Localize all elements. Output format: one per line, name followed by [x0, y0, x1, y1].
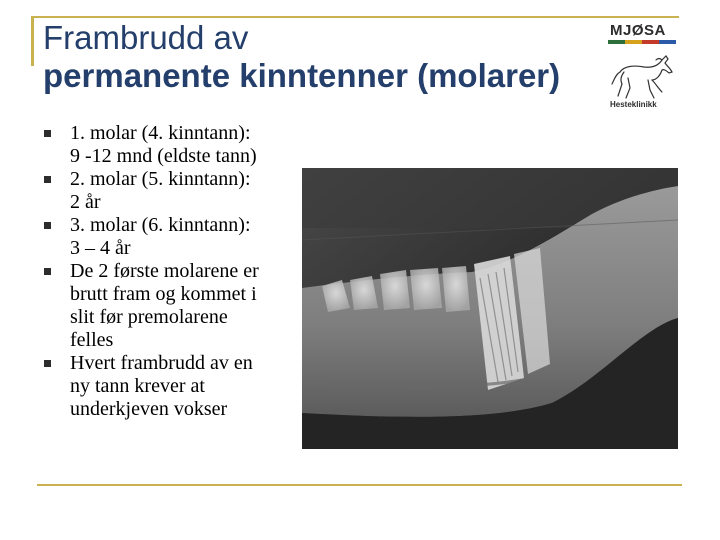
- slide-title: [43, 19, 560, 95]
- bullet-marker-icon: [44, 130, 51, 137]
- bullet-item: [44, 352, 324, 421]
- bullet-text: 1. molar (4. kinntann): 9 -12 mnd (eldste tann): [70, 122, 257, 167]
- slide-title-line-2: permanente kinntenner (molarer): [43, 57, 561, 94]
- bullet-item: [44, 260, 324, 352]
- bullet-list: [44, 122, 324, 421]
- bullet-marker-icon: [44, 360, 51, 367]
- bullet-item: [44, 122, 324, 168]
- footer-divider-line: [37, 484, 682, 486]
- logo-subtitle: Hesteklinikk: [610, 100, 657, 109]
- bullet-text: Hvert frambrudd av en ny tann krever at underkjeven vokser: [70, 352, 253, 420]
- title-frame-left-line: [31, 16, 34, 66]
- horse-logo-icon: [610, 50, 676, 102]
- bullet-marker-icon: [44, 222, 51, 229]
- logo-name: MJØSA: [610, 22, 666, 39]
- mjosa-logo: [608, 22, 678, 114]
- title-frame-top-line: [31, 16, 679, 18]
- bullet-marker-icon: [44, 176, 51, 183]
- bullet-item: [44, 214, 324, 260]
- jaw-xray-image: [302, 168, 678, 449]
- bullet-text: 3. molar (6. kinntann): 3 – 4 år: [70, 214, 251, 259]
- logo-color-bar: [608, 40, 676, 44]
- slide-title-line-1: Frambrudd av: [43, 19, 249, 56]
- bullet-text: De 2 første molarene er brutt fram og kommet i slit før premolarene felles: [70, 260, 259, 351]
- bullet-marker-icon: [44, 268, 51, 275]
- bullet-item: [44, 168, 324, 214]
- bullet-text: 2. molar (5. kinntann): 2 år: [70, 168, 251, 213]
